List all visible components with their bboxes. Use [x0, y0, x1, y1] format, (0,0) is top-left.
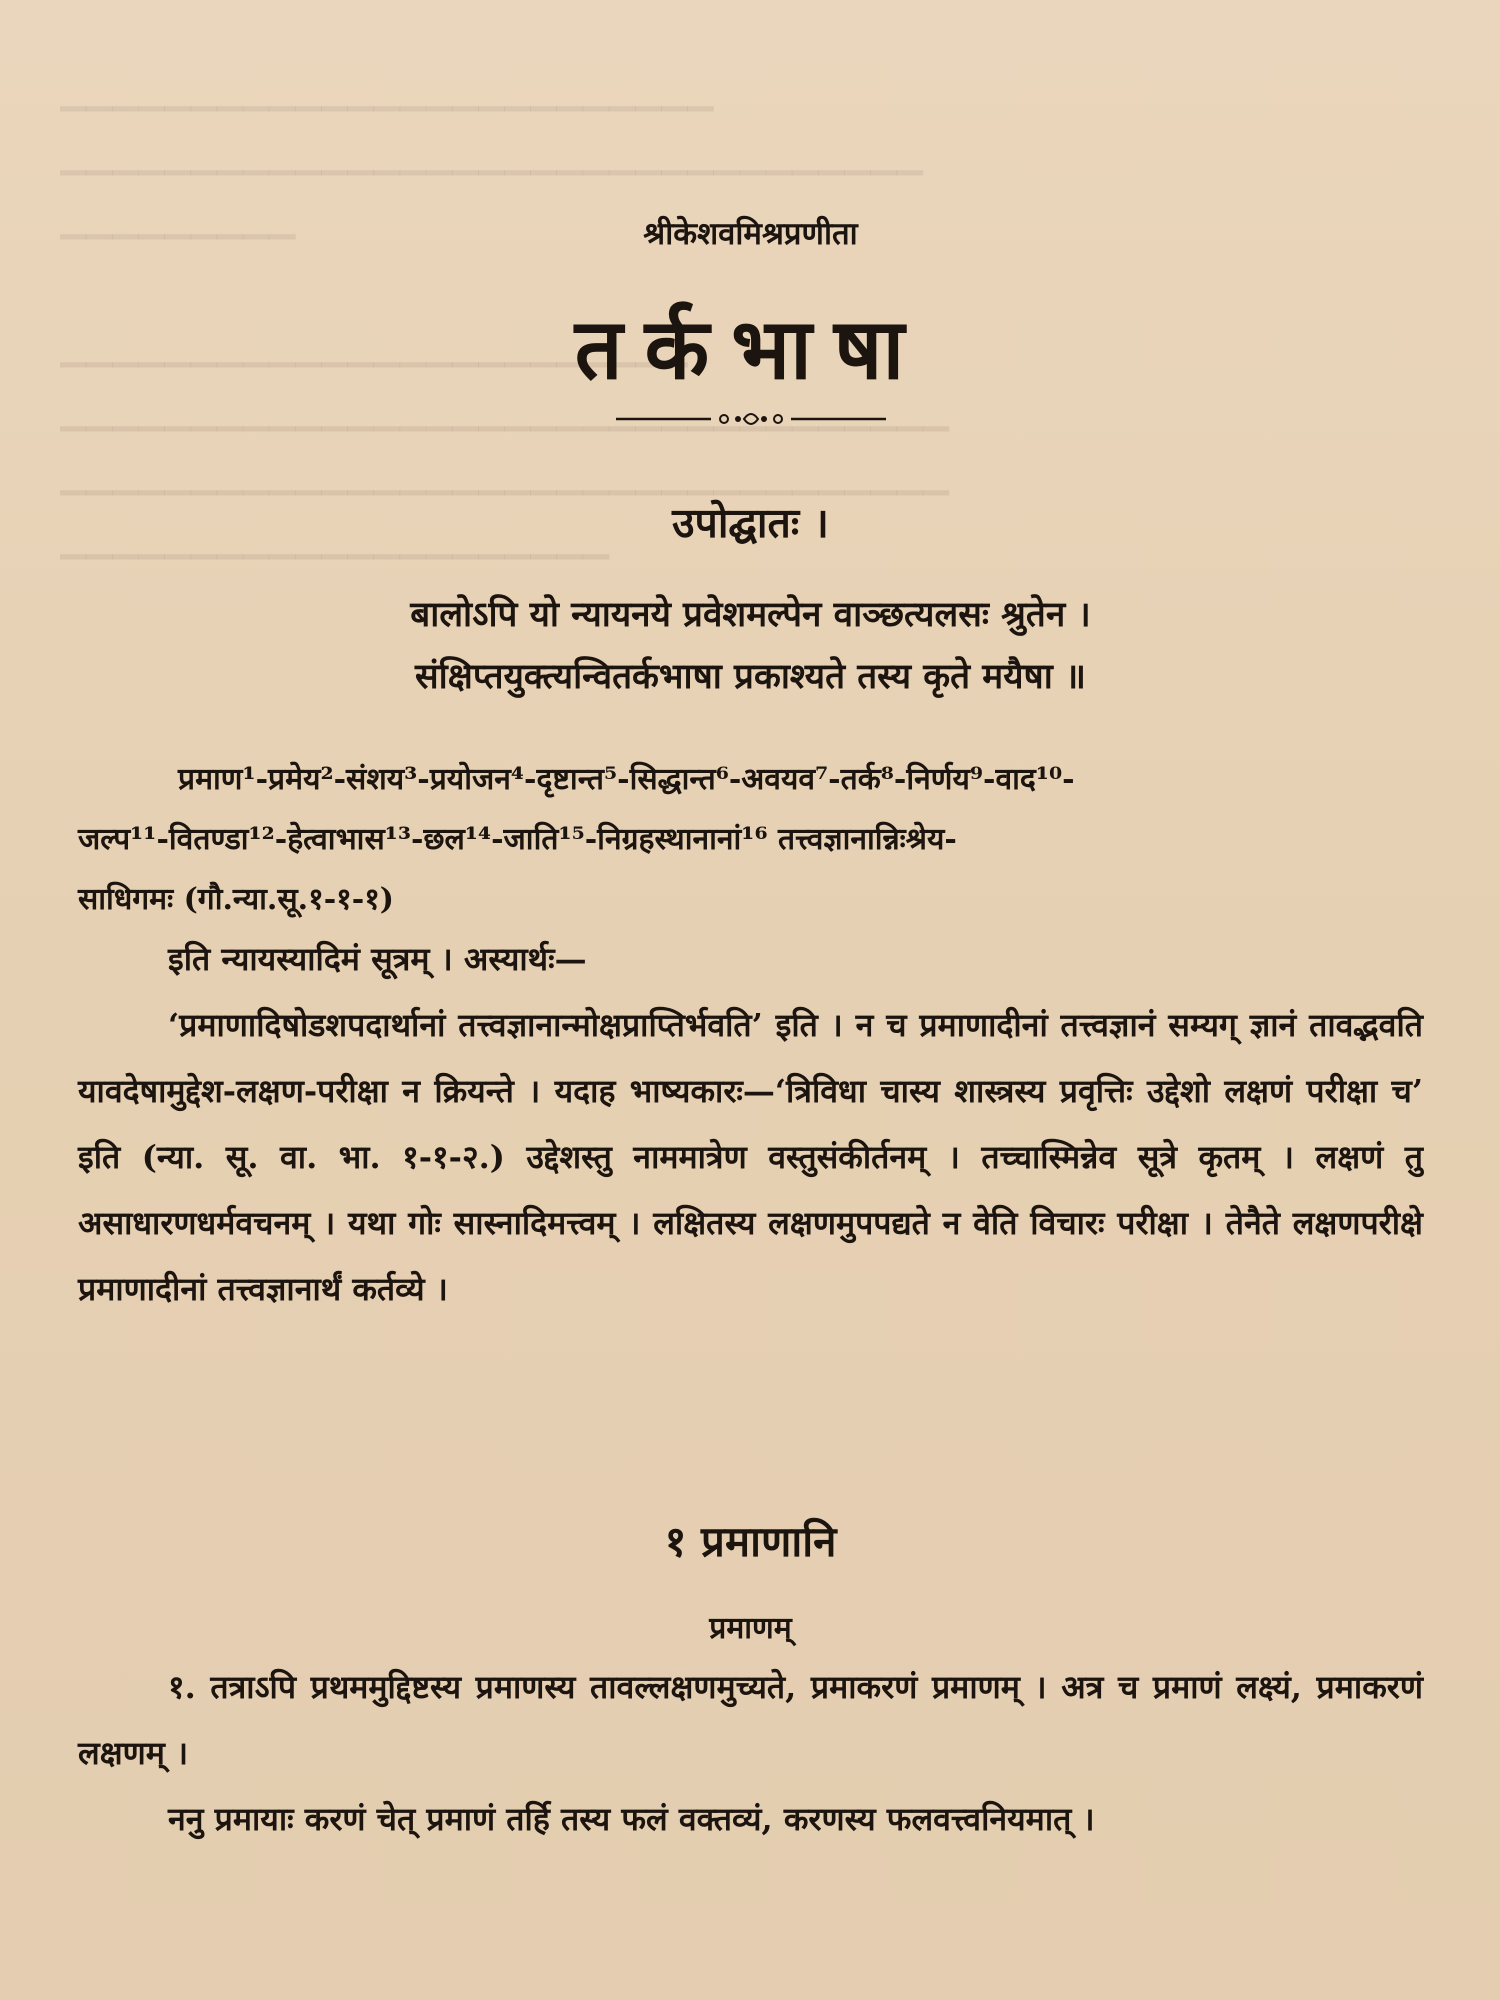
bleed-through-text: ▁▁▁▁▁▁▁▁▁▁▁▁▁▁▁▁▁▁▁▁▁▁▁▁▁ ▁▁▁▁▁▁▁▁▁▁▁▁▁▁▁▁▁▁▁▁▁▁▁▁▁▁▁▁▁▁▁▁▁ ▁▁▁▁▁▁▁▁▁ ▁▁▁▁▁▁▁▁▁▁▁▁▁▁▁▁▁▁▁▁▁▁▁▁ ▁▁▁▁▁▁▁▁▁▁▁▁▁▁▁▁▁▁▁▁▁▁▁▁▁▁▁▁▁▁▁▁▁▁ ▁▁▁▁▁▁▁▁▁▁▁▁▁▁▁▁▁▁▁▁▁▁▁▁▁▁▁▁▁▁▁▁▁▁ ▁▁▁▁▁▁▁▁▁▁▁▁▁▁▁▁▁▁▁▁▁: [60, 72, 950, 560]
sutra-line-1: प्रमाण¹-प्रमेय²-संशय³-प्रयोजन⁴-दृष्टान्त⁵-सिद्धान्त⁶-अवयव⁷-तर्क⁸-निर्णय⁹-वाद¹⁰-: [178, 762, 1075, 797]
verse-line-1: बालोऽपि यो न्यायनये प्रवेशमल्पेन वाञ्छत्यलसः श्रुतेन ।: [410, 594, 1091, 635]
intro-heading: उपोद्घातः ।: [672, 499, 829, 547]
section-paragraph-2-text: ननु प्रमायाः करणं चेत् प्रमाणं तर्हि तस्य फलं वक्तव्यं, करणस्य फलवत्त्वनियमात् ।: [168, 1800, 1095, 1838]
sutra-line-2: जल्प¹¹-वितण्डा¹²-हेत्वाभास¹³-छल¹⁴-जाति¹⁵-निग्रहस्थानानां¹⁶ तत्त्वज्ञानान्निःश्रेय-: [78, 822, 957, 857]
paragraph-2: [78, 992, 1423, 1322]
section-paragraph-2: [78, 1786, 1423, 1852]
section-paragraph-1-text: १. तत्राऽपि प्रथममुद्दिष्टस्य प्रमाणस्य तावल्लक्षणमुच्यते, प्रमाकरणं प्रमाणम् । अत्र च प्रमाणं लक्ष्यं, प्रमाकरणं लक्षणम् ।: [78, 1668, 1423, 1772]
sutra-line-3: साधिगमः (गौ.न्या.सू.१-१-१): [78, 882, 394, 917]
verse: [78, 584, 1423, 708]
paragraph-1: इति न्यायस्यादिमं सूत्रम् । अस्यार्थः—: [168, 940, 587, 978]
section-paragraph-1: [78, 1654, 1423, 1786]
paragraph-2-text: ‘प्रमाणादिषोडशपदार्थानां तत्त्वज्ञानान्मोक्षप्राप्तिर्भवति’ इति । न च प्रमाणादीनां तत्त्वज्ञानं सम्यग् ज्ञानं तावद्भवति यावदेषामुद्देश-लक्षण-परीक्षा न क्रियन्ते । यदाह भाष्यकारः—‘त्रिविधा चास्य शास्त्रस्य प्रवृत्तिः उद्देशो लक्षणं परीक्षा च’ इति (न्या. सू. वा. भा. १-१-२.) उद्देशस्तु नाममात्रेण वस्तुसंकीर्तनम् । तच्चास्मिन्नेव सूत्रे कृतम् । लक्षणं तु असाधारणधर्मवचनम् । यथा गोः सास्नादिमत्त्वम् । लक्षितस्य लक्षणमुपपद्यते न वेति विचारः परीक्षा । तेनैते लक्षणपरीक्षे प्रमाणादीनां तत्त्वज्ञानार्थं कर्तव्ये ।: [78, 1006, 1423, 1308]
section-heading: १ प्रमाणानि: [664, 1517, 837, 1566]
author-line: श्रीकेशवमिश्रप्रणीता: [643, 216, 858, 252]
ornament-divider-icon: [78, 404, 1423, 444]
section-subheading: प्रमाणम्: [709, 1611, 792, 1646]
sutra-block: [78, 750, 1423, 930]
verse-line-2: संक्षिप्तयुक्त्यन्वितर्कभाषा प्रकाश्यते तस्य कृते मयैषा ॥: [415, 656, 1086, 697]
book-title: तर्कभाषा: [574, 299, 927, 398]
